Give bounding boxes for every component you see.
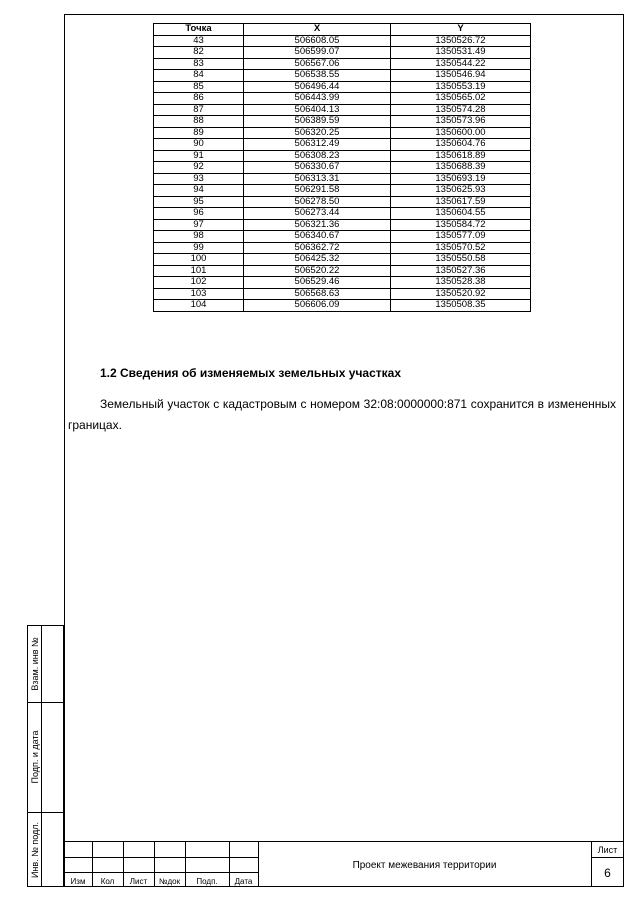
table-row: [154, 196, 531, 208]
table-row: [154, 254, 531, 266]
table-row: [154, 231, 531, 243]
table-row: [154, 70, 531, 82]
cell-y: 1350604.76: [391, 139, 531, 151]
cell-x: 506321.36: [244, 219, 391, 231]
cell-y: 1350553.19: [391, 81, 531, 93]
cell-point: 102: [154, 277, 244, 289]
cell-x: 506520.22: [244, 265, 391, 277]
cell-x: 506568.63: [244, 288, 391, 300]
cell-x: 506273.44: [244, 208, 391, 220]
table-row: [154, 116, 531, 128]
cell-x: 506538.55: [244, 70, 391, 82]
table-row: [154, 300, 531, 312]
cell-y: 1350573.96: [391, 116, 531, 128]
table-row: [154, 265, 531, 277]
cell-y: 1350508.35: [391, 300, 531, 312]
stamp-podp-label: Подп. и дата: [30, 730, 40, 784]
cell-y: 1350577.09: [391, 231, 531, 243]
cell-x: 506425.32: [244, 254, 391, 266]
stamp-divider: [28, 812, 63, 813]
header-y: Y: [391, 24, 531, 36]
cell-x: 506567.06: [244, 58, 391, 70]
stamp-inv-label: Инв. № подл.: [30, 821, 40, 879]
cell-x: 506308.23: [244, 150, 391, 162]
table-row: [154, 208, 531, 220]
cell-x: 506278.50: [244, 196, 391, 208]
stamp-vzam-label: Взам. инв №: [30, 637, 40, 691]
cell-x: 506389.59: [244, 116, 391, 128]
cell-y: 1350617.59: [391, 196, 531, 208]
cell-x: 506362.72: [244, 242, 391, 254]
cell-y: 1350531.49: [391, 47, 531, 59]
section-heading: 1.2 Сведения об изменяемых земельных участках: [100, 366, 401, 380]
cell-x: 506312.49: [244, 139, 391, 151]
table-row: [154, 150, 531, 162]
table-row: [154, 35, 531, 47]
col-list: Лист: [129, 877, 148, 886]
cell-point: 103: [154, 288, 244, 300]
cell-x: 506313.31: [244, 173, 391, 185]
cell-point: 91: [154, 150, 244, 162]
cell-y: 1350604.55: [391, 208, 531, 220]
title-block: [64, 841, 624, 887]
cell-point: 86: [154, 93, 244, 105]
table-row: [154, 185, 531, 197]
cell-point: 82: [154, 47, 244, 59]
cell-point: 89: [154, 127, 244, 139]
cell-point: 84: [154, 70, 244, 82]
cell-y: 1350520.92: [391, 288, 531, 300]
cell-point: 43: [154, 35, 244, 47]
cell-point: 101: [154, 265, 244, 277]
cell-point: 100: [154, 254, 244, 266]
cell-x: 506529.46: [244, 277, 391, 289]
cell-x: 506443.99: [244, 93, 391, 105]
cell-point: 88: [154, 116, 244, 128]
cell-y: 1350565.02: [391, 93, 531, 105]
cell-point: 90: [154, 139, 244, 151]
cell-y: 1350584.72: [391, 219, 531, 231]
cell-point: 99: [154, 242, 244, 254]
table-row: [154, 47, 531, 59]
cell-y: 1350527.36: [391, 265, 531, 277]
cell-point: 95: [154, 196, 244, 208]
cell-y: 1350688.39: [391, 162, 531, 174]
table-row: [154, 162, 531, 174]
table-row: [154, 81, 531, 93]
margin-stamp: [27, 625, 64, 887]
cell-x: 506496.44: [244, 81, 391, 93]
cell-point: 93: [154, 173, 244, 185]
table-body: [154, 35, 531, 311]
cell-point: 98: [154, 231, 244, 243]
cell-point: 92: [154, 162, 244, 174]
cell-x: 506340.67: [244, 231, 391, 243]
cell-y: 1350526.72: [391, 35, 531, 47]
cell-y: 1350528.38: [391, 277, 531, 289]
table-row: [154, 127, 531, 139]
table-row: [154, 173, 531, 185]
table-row: [154, 58, 531, 70]
col-kol: Кол: [100, 877, 115, 886]
cell-y: 1350550.58: [391, 254, 531, 266]
cell-point: 97: [154, 219, 244, 231]
cell-y: 1350544.22: [391, 58, 531, 70]
cell-x: 506599.07: [244, 47, 391, 59]
col-ndok: №док: [158, 877, 181, 886]
col-izm: Изм: [70, 877, 86, 886]
cell-y: 1350600.00: [391, 127, 531, 139]
cell-x: 506608.05: [244, 35, 391, 47]
table-row: [154, 277, 531, 289]
document-title: Проект межевания территории: [352, 860, 497, 871]
cell-x: 506291.58: [244, 185, 391, 197]
table-row: [154, 288, 531, 300]
cell-x: 506320.25: [244, 127, 391, 139]
header-point: Точка: [154, 24, 244, 36]
title-block-line: [591, 857, 624, 858]
table-row: [154, 104, 531, 116]
cell-x: 506606.09: [244, 300, 391, 312]
cell-y: 1350574.28: [391, 104, 531, 116]
cell-point: 104: [154, 300, 244, 312]
cell-y: 1350618.89: [391, 150, 531, 162]
table-header-row: [154, 24, 531, 36]
table-row: [154, 219, 531, 231]
sheet-label: Лист: [597, 845, 618, 855]
coordinates-table: [153, 23, 531, 312]
cell-point: 94: [154, 185, 244, 197]
col-podp: Подп.: [196, 877, 218, 886]
cell-y: 1350570.52: [391, 242, 531, 254]
table-row: [154, 242, 531, 254]
cell-point: 83: [154, 58, 244, 70]
table-row: [154, 93, 531, 105]
table-row: [154, 139, 531, 151]
section-paragraph: Земельный участок с кадастровым с номером 32:08:0000000:871 сохранится в измененных границах.: [68, 397, 616, 432]
sheet-number: 6: [604, 866, 611, 880]
stamp-divider: [28, 702, 63, 703]
cell-x: 506330.67: [244, 162, 391, 174]
cell-y: 1350693.19: [391, 173, 531, 185]
cell-point: 96: [154, 208, 244, 220]
col-data: Дата: [234, 877, 253, 886]
cell-point: 87: [154, 104, 244, 116]
cell-point: 85: [154, 81, 244, 93]
header-x: X: [244, 24, 391, 36]
cell-y: 1350625.93: [391, 185, 531, 197]
cell-y: 1350546.94: [391, 70, 531, 82]
cell-x: 506404.13: [244, 104, 391, 116]
